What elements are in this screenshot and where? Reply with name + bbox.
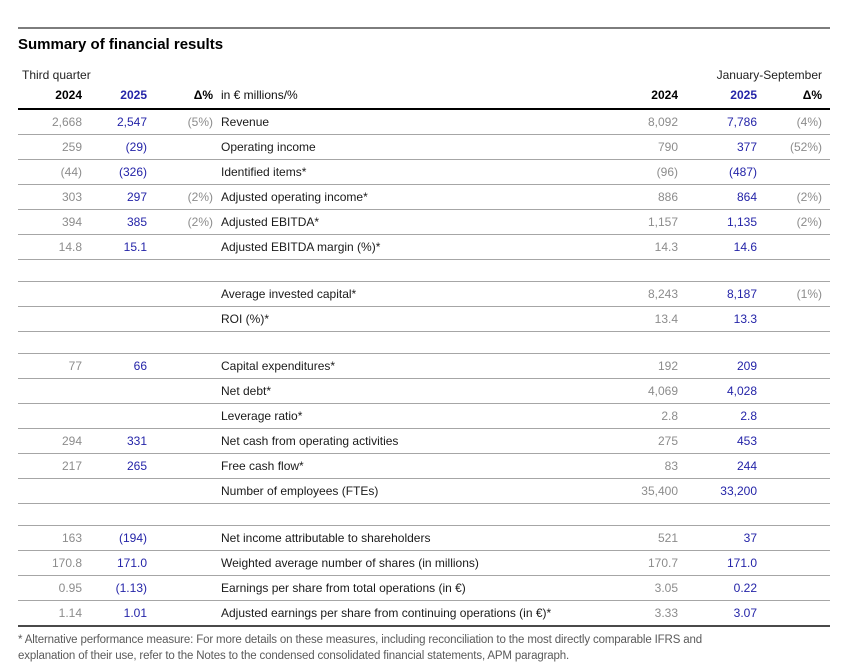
cell-ytd-2025: 171.0 bbox=[726, 556, 757, 570]
cell-ytd-2024: 192 bbox=[657, 359, 678, 373]
cell-ytd-2024: 886 bbox=[657, 190, 678, 204]
row-label: Operating income bbox=[221, 140, 316, 154]
table-row bbox=[18, 429, 830, 454]
row-label: Leverage ratio* bbox=[221, 409, 303, 423]
cell-ytd-delta: (2%) bbox=[796, 215, 822, 229]
cell-q3-2025: 331 bbox=[126, 434, 147, 448]
cell-q3-2024: 2,668 bbox=[51, 115, 82, 129]
cell-q3-2024: 294 bbox=[61, 434, 82, 448]
row-label: Adjusted operating income* bbox=[221, 190, 368, 204]
row-label: Net income attributable to shareholders bbox=[221, 531, 431, 545]
cell-ytd-2024: 8,243 bbox=[647, 287, 678, 301]
cell-q3-2025: 2,547 bbox=[116, 115, 147, 129]
cell-q3-2025: 171.0 bbox=[116, 556, 147, 570]
row-label: Free cash flow* bbox=[221, 459, 304, 473]
header-q3-2024: 2024 bbox=[55, 88, 82, 102]
cell-q3-2024: (44) bbox=[60, 165, 82, 179]
cell-ytd-2025: 3.07 bbox=[733, 606, 757, 620]
table-row bbox=[18, 551, 830, 576]
left-period-label: Third quarter bbox=[22, 68, 91, 82]
row-label: Capital expenditures* bbox=[221, 359, 336, 373]
cell-q3-2024: 303 bbox=[61, 190, 82, 204]
page-title: Summary of financial results bbox=[18, 36, 224, 53]
row-label: Net cash from operating activities bbox=[221, 434, 399, 448]
cell-ytd-delta: (4%) bbox=[796, 115, 822, 129]
table-body bbox=[18, 110, 830, 627]
cell-ytd-2025: 4,028 bbox=[726, 384, 757, 398]
table-section-2 bbox=[18, 281, 830, 332]
cell-q3-delta: (2%) bbox=[187, 190, 213, 204]
cell-q3-2025: (29) bbox=[125, 140, 147, 154]
row-label: Identified items* bbox=[221, 165, 307, 179]
footnote-line-1: * Alternative performance measure: For more details on these measures, including reconciliation to the most directly comparable IFRS and bbox=[18, 634, 702, 646]
table-row bbox=[18, 307, 830, 332]
cell-ytd-2025: 1,135 bbox=[726, 215, 757, 229]
header-q3-2025: 2025 bbox=[120, 88, 147, 102]
cell-ytd-2025: 14.6 bbox=[733, 240, 757, 254]
header-ytd-delta: Δ% bbox=[802, 88, 822, 102]
cell-ytd-2025: 209 bbox=[736, 359, 757, 373]
cell-q3-2024: 217 bbox=[61, 459, 82, 473]
row-label: Adjusted earnings per share from continuing operations (in €)* bbox=[221, 606, 552, 620]
unit-label: in € millions/% bbox=[221, 88, 298, 102]
table-row bbox=[18, 235, 830, 260]
cell-ytd-2024: 13.4 bbox=[654, 312, 678, 326]
cell-q3-2024: 163 bbox=[61, 531, 82, 545]
table-section-1 bbox=[18, 110, 830, 260]
cell-ytd-2025: 37 bbox=[743, 531, 757, 545]
cell-ytd-2024: 275 bbox=[657, 434, 678, 448]
footnote-line-2: explanation of their use, refer to the Notes to the condensed consolidated financial statements, APM paragraph. bbox=[18, 650, 570, 662]
table-row bbox=[18, 185, 830, 210]
cell-q3-2025: (194) bbox=[118, 531, 147, 545]
table-row bbox=[18, 526, 830, 551]
header-ytd-2024: 2024 bbox=[651, 88, 678, 102]
cell-ytd-2025: 13.3 bbox=[733, 312, 757, 326]
table-row bbox=[18, 354, 830, 379]
cell-ytd-2024: 170.7 bbox=[647, 556, 678, 570]
header-ytd-2025: 2025 bbox=[730, 88, 757, 102]
row-label: Revenue bbox=[221, 115, 270, 129]
cell-q3-2025: 385 bbox=[126, 215, 147, 229]
table-row bbox=[18, 210, 830, 235]
cell-ytd-2024: 14.3 bbox=[654, 240, 678, 254]
cell-q3-2025: 297 bbox=[126, 190, 147, 204]
top-divider bbox=[18, 27, 830, 29]
row-label: Adjusted EBITDA* bbox=[221, 215, 320, 229]
row-label: Earnings per share from total operations (in €) bbox=[221, 581, 466, 595]
table-header-row bbox=[18, 82, 830, 110]
table-row bbox=[18, 379, 830, 404]
row-label: Adjusted EBITDA margin (%)* bbox=[221, 240, 381, 254]
cell-ytd-2024: 3.05 bbox=[654, 581, 678, 595]
cell-ytd-delta: (2%) bbox=[796, 190, 822, 204]
table-row bbox=[18, 576, 830, 601]
table-row bbox=[18, 282, 830, 307]
cell-ytd-2024: 1,157 bbox=[647, 215, 678, 229]
cell-ytd-2024: 83 bbox=[664, 459, 678, 473]
cell-q3-2025: 15.1 bbox=[123, 240, 147, 254]
table-row bbox=[18, 135, 830, 160]
row-label: Weighted average number of shares (in millions) bbox=[221, 556, 479, 570]
cell-q3-delta: (2%) bbox=[187, 215, 213, 229]
cell-q3-2025: 265 bbox=[126, 459, 147, 473]
table-row bbox=[18, 110, 830, 135]
row-label: Net debt* bbox=[221, 384, 272, 398]
report-page bbox=[0, 27, 848, 671]
cell-ytd-2024: 8,092 bbox=[647, 115, 678, 129]
header-q3-delta: Δ% bbox=[193, 88, 213, 102]
cell-q3-2025: 1.01 bbox=[123, 606, 147, 620]
table-row bbox=[18, 404, 830, 429]
cell-ytd-2025: 244 bbox=[736, 459, 757, 473]
period-labels bbox=[18, 68, 830, 82]
cell-ytd-2024: 3.33 bbox=[654, 606, 678, 620]
cell-q3-2025: 66 bbox=[133, 359, 147, 373]
cell-q3-delta: (5%) bbox=[187, 115, 213, 129]
cell-q3-2024: 77 bbox=[68, 359, 82, 373]
cell-ytd-2025: (487) bbox=[728, 165, 757, 179]
cell-q3-2024: 14.8 bbox=[58, 240, 82, 254]
cell-ytd-2024: (96) bbox=[656, 165, 678, 179]
cell-ytd-delta: (52%) bbox=[789, 140, 822, 154]
cell-ytd-2024: 35,400 bbox=[641, 484, 678, 498]
cell-ytd-2025: 453 bbox=[736, 434, 757, 448]
footnote bbox=[18, 632, 830, 664]
cell-q3-2024: 394 bbox=[61, 215, 82, 229]
cell-ytd-delta: (1%) bbox=[796, 287, 822, 301]
cell-ytd-2025: 2.8 bbox=[740, 409, 757, 423]
cell-q3-2024: 259 bbox=[61, 140, 82, 154]
cell-ytd-2024: 2.8 bbox=[661, 409, 678, 423]
table-row bbox=[18, 160, 830, 185]
cell-ytd-2025: 7,786 bbox=[726, 115, 757, 129]
table-row bbox=[18, 479, 830, 504]
cell-ytd-2025: 33,200 bbox=[720, 484, 757, 498]
table-section-3 bbox=[18, 353, 830, 504]
row-label: Number of employees (FTEs) bbox=[221, 484, 379, 498]
cell-q3-2025: (1.13) bbox=[115, 581, 147, 595]
cell-ytd-2024: 4,069 bbox=[647, 384, 678, 398]
cell-ytd-2024: 521 bbox=[657, 531, 678, 545]
cell-ytd-2024: 790 bbox=[657, 140, 678, 154]
cell-q3-2025: (326) bbox=[118, 165, 147, 179]
cell-q3-2024: 0.95 bbox=[58, 581, 82, 595]
cell-ytd-2025: 864 bbox=[736, 190, 757, 204]
row-label: Average invested capital* bbox=[221, 287, 357, 301]
table-row bbox=[18, 454, 830, 479]
right-period-label: January-September bbox=[716, 68, 822, 82]
table-row bbox=[18, 601, 830, 627]
cell-ytd-2025: 8,187 bbox=[726, 287, 757, 301]
cell-q3-2024: 1.14 bbox=[58, 606, 82, 620]
row-label: ROI (%)* bbox=[221, 312, 269, 326]
cell-ytd-2025: 377 bbox=[736, 140, 757, 154]
cell-ytd-2025: 0.22 bbox=[733, 581, 757, 595]
cell-q3-2024: 170.8 bbox=[51, 556, 82, 570]
table-section-4 bbox=[18, 525, 830, 627]
